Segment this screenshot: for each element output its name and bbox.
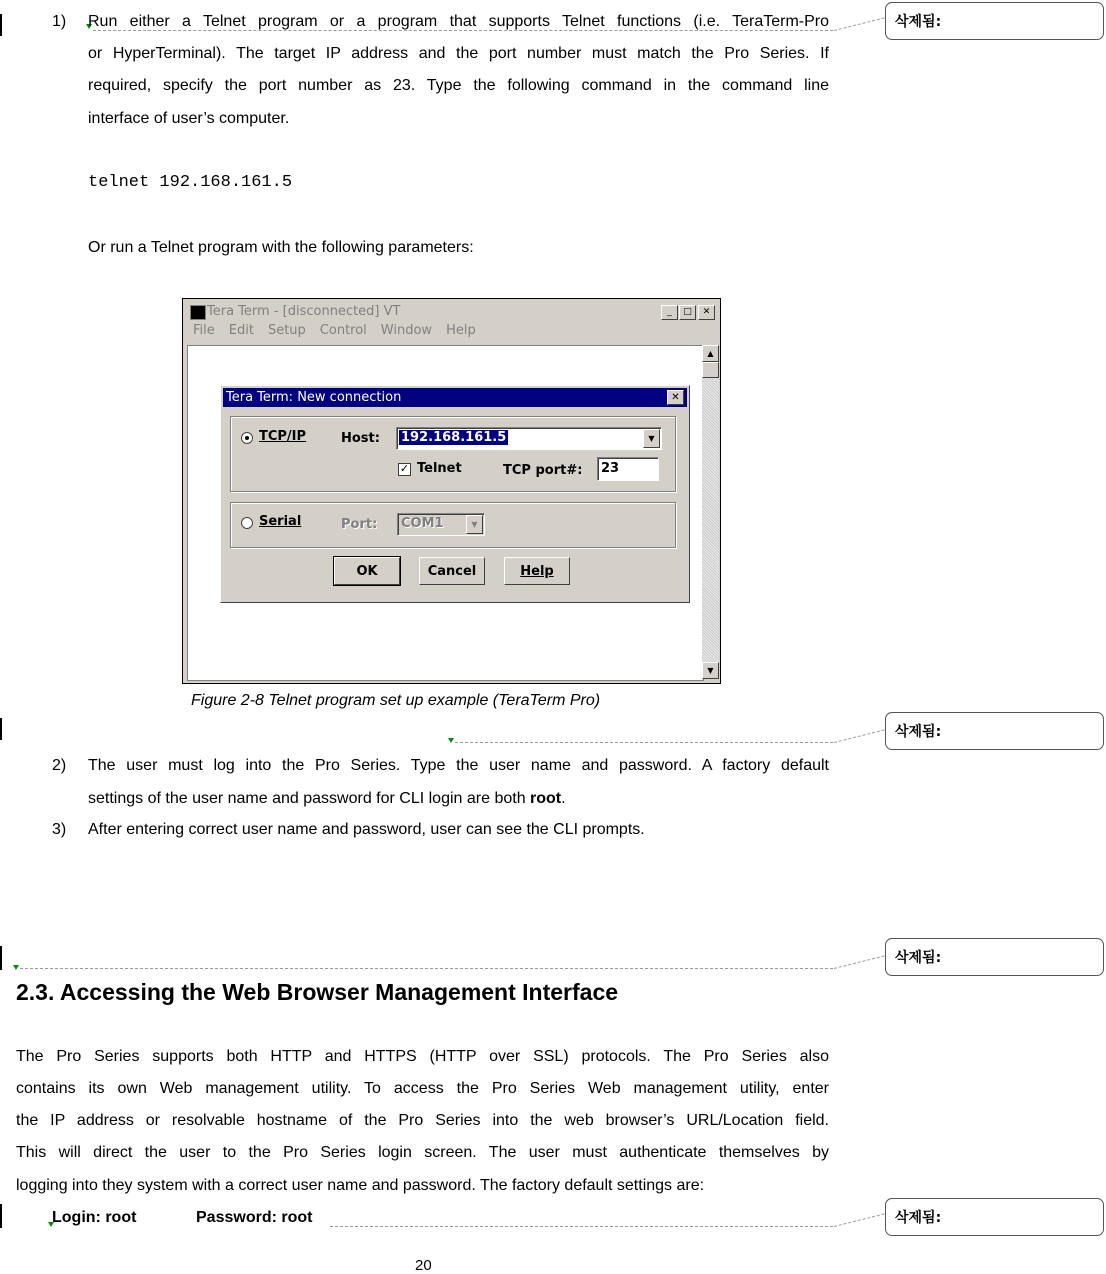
- section-body-line: This will direct the user to the Pro Series login screen. The user must authenticate themselves by: [16, 1144, 829, 1161]
- comment-leader: [20, 968, 833, 969]
- port-dropdown-icon[interactable]: ▼: [466, 515, 483, 534]
- menu-file[interactable]: File: [193, 323, 215, 338]
- change-bar: [0, 946, 2, 970]
- step-2-line: [88, 783, 566, 815]
- menu-edit[interactable]: Edit: [228, 323, 254, 338]
- comment-leader: [834, 729, 885, 743]
- deletion-marker: [448, 738, 454, 743]
- serial-label: Serial: [259, 514, 302, 529]
- window-title: Tera Term - [disconnected] VT: [207, 304, 401, 319]
- step-1-line: interface of user’s computer.: [88, 110, 290, 127]
- step-1-number: 1): [52, 13, 67, 30]
- figure-caption: Figure 2-8 Telnet program set up example (TeraTerm Pro): [191, 692, 601, 709]
- close-icon[interactable]: ✕: [698, 305, 715, 320]
- change-bar: [0, 1204, 2, 1228]
- change-bar: [0, 14, 2, 36]
- deletion-marker: [13, 965, 19, 970]
- tcp-port-value: 23: [601, 461, 620, 476]
- step-2-number: 2): [52, 757, 67, 774]
- menu-bar: [193, 323, 490, 338]
- tcp-port-label: TCP port#:: [503, 463, 583, 478]
- menu-setup[interactable]: Setup: [267, 323, 306, 338]
- deleted-comment[interactable]: [885, 712, 1104, 750]
- help-button[interactable]: Help: [504, 557, 570, 585]
- step-2-line: The user must log into the Pro Series. Type the user name and password. A factory default: [88, 757, 829, 774]
- teraterm-screenshot: [182, 298, 721, 684]
- port-value: COM1: [401, 516, 444, 531]
- comment-leader: [330, 1226, 833, 1227]
- deleted-comment[interactable]: [885, 2, 1104, 40]
- maximize-icon[interactable]: □: [679, 305, 696, 320]
- comment-leader: [834, 1213, 885, 1227]
- scroll-up-icon[interactable]: ▲: [702, 345, 719, 362]
- host-combo[interactable]: [396, 427, 662, 450]
- port-label: Port:: [341, 517, 378, 532]
- scroll-down-icon[interactable]: ▼: [702, 662, 719, 679]
- port-combo[interactable]: [397, 513, 485, 536]
- telnet-command: telnet 192.168.161.5: [88, 173, 293, 192]
- vertical-scrollbar[interactable]: [702, 345, 719, 679]
- section-body-line: contains its own Web management utility. To access the Pro Series Web management utility, enter: [16, 1080, 829, 1097]
- step-1-line: Run either a Telnet program or a program that supports Telnet functions (i.e. TeraTerm-Pro: [88, 13, 829, 30]
- minimize-icon[interactable]: _: [661, 305, 678, 320]
- dialog-titlebar: [223, 388, 687, 407]
- section-body-line: the IP address or resolvable hostname of the Pro Series into the web browser’s URL/Location field.: [16, 1112, 829, 1129]
- serial-group: [230, 502, 676, 548]
- comment-text: 삭제됨:: [895, 724, 942, 740]
- step-2-text: settings of the user name and password for CLI login are both: [88, 790, 531, 807]
- step-1-line: required, specify the port number as 23. Type the following command in the command line: [88, 77, 829, 94]
- serial-radio[interactable]: [241, 517, 253, 529]
- comment-leader: [834, 17, 885, 31]
- tcp-port-input[interactable]: [597, 457, 659, 481]
- comment-text: 삭제됨:: [895, 14, 942, 30]
- page-number: 20: [415, 1257, 432, 1274]
- tcpip-label: TCP/IP: [259, 429, 307, 444]
- comment-text: 삭제됨:: [895, 950, 942, 966]
- cancel-button[interactable]: Cancel: [419, 557, 485, 585]
- deleted-comment[interactable]: [885, 1198, 1104, 1236]
- host-label: Host:: [341, 431, 380, 446]
- step-1-line: or HyperTerminal). The target IP address and the port number must match the Pro Series. If: [88, 45, 829, 62]
- section-body-line: The Pro Series supports both HTTP and HTTPS (HTTP over SSL) protocols. The Pro Series also: [16, 1048, 829, 1065]
- dialog-close-icon[interactable]: ✕: [667, 390, 684, 405]
- password-label: Password: root: [196, 1209, 313, 1226]
- or-run-text: Or run a Telnet program with the following parameters:: [88, 239, 474, 256]
- teraterm-app-icon: [190, 305, 206, 320]
- section-body-line: logging into they system with a correct user name and password. The factory default settings are:: [16, 1177, 705, 1194]
- menu-window[interactable]: Window: [380, 323, 433, 338]
- change-bar: [0, 718, 2, 740]
- scroll-thumb[interactable]: [702, 362, 719, 378]
- step-3-number: 3): [52, 821, 67, 838]
- menu-control[interactable]: Control: [319, 323, 367, 338]
- host-value: 192.168.161.5: [401, 430, 507, 445]
- telnet-checkbox[interactable]: ✓: [399, 462, 410, 475]
- host-dropdown-icon[interactable]: ▼: [643, 429, 660, 448]
- step-2-period: .: [561, 790, 566, 807]
- comment-leader: [93, 30, 833, 31]
- tcpip-radio[interactable]: [241, 432, 253, 444]
- ok-button[interactable]: OK: [334, 557, 400, 585]
- tcpip-group: [230, 416, 676, 492]
- deleted-comment[interactable]: [885, 938, 1104, 976]
- telnet-label: Telnet: [417, 461, 462, 476]
- comment-leader: [455, 742, 833, 743]
- comment-text: 삭제됨:: [895, 1210, 942, 1226]
- login-label: Login: root: [52, 1209, 137, 1226]
- menu-help[interactable]: Help: [446, 323, 476, 338]
- comment-leader: [834, 955, 885, 969]
- new-connection-dialog: [220, 385, 690, 603]
- step-2-bold-root: root: [530, 790, 562, 807]
- section-heading: 2.3. Accessing the Web Browser Management Interface: [16, 979, 619, 1005]
- window-titlebar: [187, 303, 716, 321]
- dialog-title: Tera Term: New connection: [226, 390, 402, 405]
- step-3-text: After entering correct user name and password, user can see the CLI prompts.: [88, 821, 645, 838]
